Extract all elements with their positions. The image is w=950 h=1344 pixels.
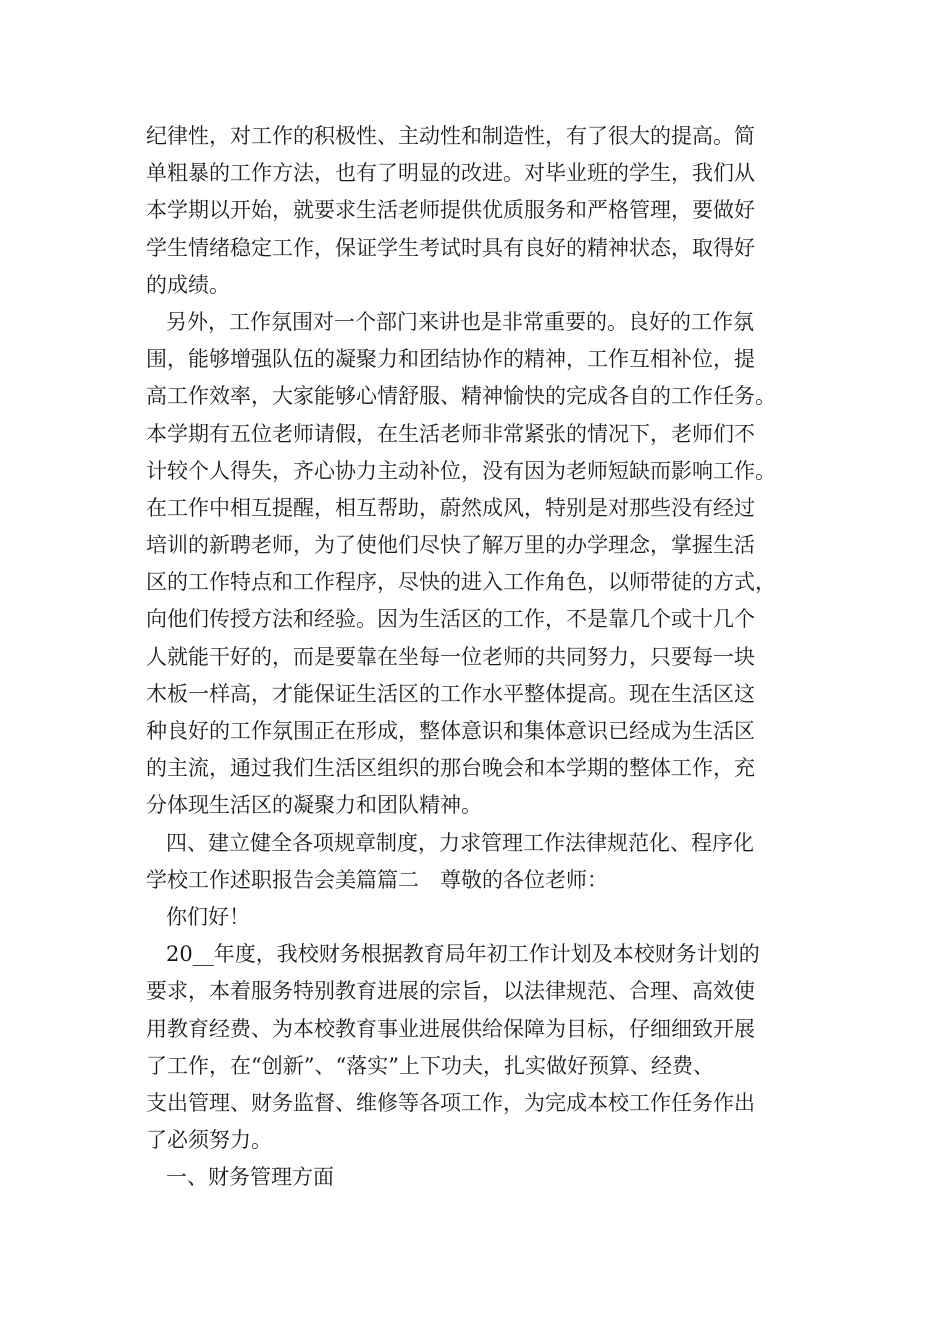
text-line: 向他们传授方法和经验。因为生活区的工作，不是靠几个或十几个	[146, 607, 755, 632]
text-line: 围，能够增强队伍的凝聚力和团结协作的精神，工作互相补位，提	[146, 347, 755, 372]
text-line: 20__年度，我校财务根据教育局年初工作计划及本校财务计划的	[166, 942, 760, 967]
text-line: 的主流，通过我们生活区组织的那台晚会和本学期的整体工作，充	[146, 756, 755, 781]
text-line: 的成绩。	[146, 272, 230, 297]
text-line: 单粗暴的工作方法，也有了明显的改进。对毕业班的学生，我们从	[146, 161, 755, 186]
text-line: 要求，本着服务特别教育进展的宗旨，以法律规范、合理、高效使	[146, 979, 755, 1004]
text-line: 高工作效率，大家能够心情舒服、精神愉快的完成各自的工作任务。	[146, 384, 776, 409]
text-line: 分体现生活区的凝聚力和团队精神。	[146, 793, 482, 818]
text-line: 计较个人得失，齐心协力主动补位，没有因为老师短缺而影响工作。	[146, 458, 776, 483]
text-line: 种良好的工作氛围正在形成，整体意识和集体意识已经成为生活区	[146, 719, 755, 743]
text-line: 学生情绪稳定工作，保证学生考试时具有良好的精神状态，取得好	[146, 235, 755, 260]
text-line: 用教育经费、为本校教育事业进展供给保障为目标，仔细细致开展	[146, 1016, 755, 1041]
text-line: 人就能干好的，而是要靠在坐每一位老师的共同努力，只要每一块	[146, 644, 755, 669]
text-line: 本学期有五位老师请假，在生活老师非常紧张的情况下，老师们不	[146, 421, 755, 446]
text-line: 你们好！	[166, 904, 250, 929]
text-line: 学校工作述职报告会美篇篇二 尊敬的各位老师：	[146, 867, 608, 892]
document-body	[146, 118, 826, 1196]
text-line: 在工作中相互提醒，相互帮助，蔚然成风，特别是对那些没有经过	[146, 495, 755, 520]
text-line: 另外，工作氛围对一个部门来讲也是非常重要的。良好的工作氛	[166, 309, 754, 334]
text-line: 培训的新聘老师，为了使他们尽快了解万里的办学理念，掌握生活	[146, 533, 755, 558]
text-line: 本学期以开始，就要求生活老师提供优质服务和严格管理，要做好	[146, 198, 755, 223]
text-line: 木板一样高，才能保证生活区的工作水平整体提高。现在生活区这	[146, 681, 755, 706]
text-line: 了必须努力。	[146, 1128, 272, 1153]
text-line: 支出管理、财务监督、维修等各项工作，为完成本校工作任务作出	[146, 1090, 755, 1115]
text-line: 区的工作特点和工作程序，尽快的进入工作角色，以师带徒的方式，	[146, 570, 776, 595]
text-line: 纪律性，对工作的积极性、主动性和制造性，有了很大的提高。简	[146, 124, 755, 148]
text-line: 四、建立健全各项规章制度，力求管理工作法律规范化、程序化	[166, 830, 754, 855]
text-line: 了工作，在“创新”、“落实”上下功夫，扎实做好预算、经费、	[146, 1053, 714, 1078]
text-line: 一、财务管理方面	[166, 1165, 334, 1190]
